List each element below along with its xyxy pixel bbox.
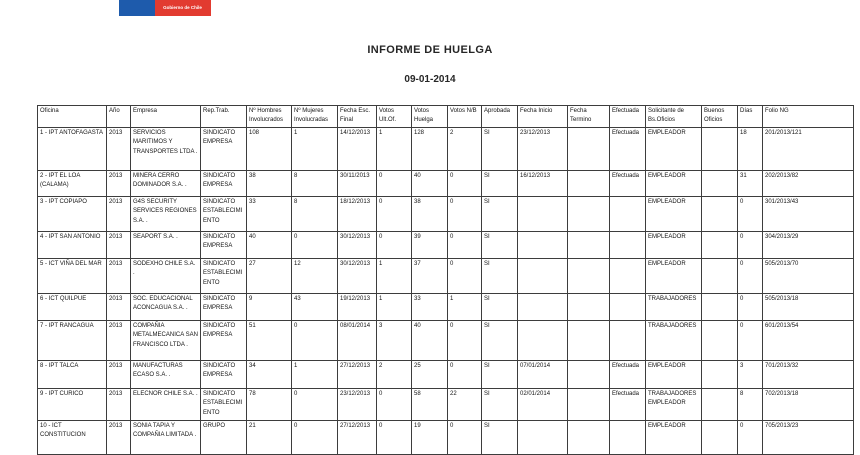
column-header-votos-nb: Votos N/B (448, 106, 482, 128)
cell-aprobada: SI (482, 197, 518, 232)
cell-efectuada: Efectuada (610, 128, 646, 171)
column-header-votos-ult-of: Votos Ult.Of. (377, 106, 412, 128)
table-row (38, 128, 854, 171)
cell-votos-ult-of: 0 (377, 389, 412, 421)
cell-dias: 0 (738, 421, 763, 455)
cell-votos-huelga: 38 (412, 197, 448, 232)
cell-buenos-oficios (702, 294, 738, 321)
cell-hombres-involucrados: 33 (247, 197, 292, 232)
column-header-efectuada: Efectuada (610, 106, 646, 128)
cell-empresa: ELECNOR CHILE S.A. . (131, 389, 201, 421)
cell-solicitante-bs-oficios: EMPLEADOR (646, 361, 702, 389)
cell-fecha-esc-final: 18/12/2013 (338, 197, 377, 232)
cell-votos-huelga: 19 (412, 421, 448, 455)
cell-votos-ult-of: 1 (377, 128, 412, 171)
cell-ano: 2013 (107, 294, 131, 321)
cell-dias: 3 (738, 361, 763, 389)
cell-mujeres-involucradas: 1 (292, 128, 338, 171)
cell-solicitante-bs-oficios: EMPLEADOR (646, 232, 702, 259)
cell-oficina: 4 - IPT SAN ANTONIO (38, 232, 107, 259)
cell-folio-ng: 702/2013/18 (763, 389, 854, 421)
cell-fecha-inicio (518, 321, 568, 361)
cell-votos-huelga: 33 (412, 294, 448, 321)
cell-votos-nb: 0 (448, 171, 482, 197)
cell-fecha-inicio: 02/01/2014 (518, 389, 568, 421)
cell-empresa: SERVICIOS MARITIMOS Y TRANSPORTES LTDA . (131, 128, 201, 171)
cell-oficina: 10 - ICT CONSTITUCION (38, 421, 107, 455)
cell-rep-trab: SINDICATO ESTABLECIMIENTO (201, 259, 247, 294)
cell-folio-ng: 202/2013/82 (763, 171, 854, 197)
cell-solicitante-bs-oficios: EMPLEADOR (646, 128, 702, 171)
cell-buenos-oficios (702, 321, 738, 361)
cell-mujeres-involucradas: 0 (292, 389, 338, 421)
cell-votos-nb: 0 (448, 232, 482, 259)
cell-solicitante-bs-oficios: EMPLEADOR (646, 197, 702, 232)
cell-votos-ult-of: 1 (377, 294, 412, 321)
table-header (38, 106, 854, 128)
cell-hombres-involucrados: 78 (247, 389, 292, 421)
cell-votos-huelga: 25 (412, 361, 448, 389)
cell-aprobada: SI (482, 421, 518, 455)
table-row (38, 259, 854, 294)
cell-fecha-inicio (518, 421, 568, 455)
cell-ano: 2013 (107, 171, 131, 197)
cell-solicitante-bs-oficios: TRABAJADORES (646, 294, 702, 321)
cell-fecha-esc-final: 27/12/2013 (338, 421, 377, 455)
cell-aprobada: SI (482, 232, 518, 259)
cell-votos-nb: 1 (448, 294, 482, 321)
table-row (38, 321, 854, 361)
cell-fecha-esc-final: 30/12/2013 (338, 259, 377, 294)
cell-hombres-involucrados: 27 (247, 259, 292, 294)
cell-fecha-inicio (518, 197, 568, 232)
column-header-aprobada: Aprobada (482, 106, 518, 128)
cell-votos-huelga: 128 (412, 128, 448, 171)
column-header-oficina: Oficina (38, 106, 107, 128)
cell-ano: 2013 (107, 361, 131, 389)
cell-solicitante-bs-oficios: TRABAJADORES EMPLEADOR (646, 389, 702, 421)
cell-votos-ult-of: 0 (377, 171, 412, 197)
cell-votos-huelga: 58 (412, 389, 448, 421)
logo-blue-block (119, 0, 155, 16)
cell-fecha-termino (568, 232, 610, 259)
cell-fecha-esc-final: 14/12/2013 (338, 128, 377, 171)
table-row (38, 232, 854, 259)
cell-dias: 31 (738, 171, 763, 197)
cell-mujeres-involucradas: 43 (292, 294, 338, 321)
cell-rep-trab: SINDICATO EMPRESA (201, 171, 247, 197)
cell-votos-ult-of: 3 (377, 321, 412, 361)
cell-folio-ng: 701/2013/32 (763, 361, 854, 389)
cell-efectuada: Efectuada (610, 389, 646, 421)
cell-efectuada (610, 232, 646, 259)
table-row (38, 361, 854, 389)
cell-mujeres-involucradas: 0 (292, 232, 338, 259)
cell-efectuada (610, 197, 646, 232)
cell-hombres-involucrados: 9 (247, 294, 292, 321)
cell-rep-trab: SINDICATO EMPRESA (201, 321, 247, 361)
cell-fecha-esc-final: 30/11/2013 (338, 171, 377, 197)
cell-fecha-inicio (518, 294, 568, 321)
cell-rep-trab: SINDICATO EMPRESA (201, 232, 247, 259)
report-title: INFORME DE HUELGA (367, 44, 493, 56)
cell-empresa: MINERA CERRO DOMINADOR S.A. . (131, 171, 201, 197)
column-header-votos-huelga: Votos Huelga (412, 106, 448, 128)
cell-efectuada (610, 259, 646, 294)
column-header-fecha-inicio: Fecha Inicio (518, 106, 568, 128)
cell-folio-ng: 705/2013/23 (763, 421, 854, 455)
cell-solicitante-bs-oficios: EMPLEADOR (646, 259, 702, 294)
cell-oficina: 1 - IPT ANTOFAGASTA (38, 128, 107, 171)
cell-efectuada: Efectuada (610, 361, 646, 389)
column-header-solicitante-bs-oficios: Solicitante de Bs.Oficios (646, 106, 702, 128)
cell-fecha-termino (568, 294, 610, 321)
cell-empresa: SEAPORT S.A. . (131, 232, 201, 259)
cell-buenos-oficios (702, 128, 738, 171)
cell-votos-nb: 0 (448, 259, 482, 294)
cell-votos-nb: 0 (448, 321, 482, 361)
cell-solicitante-bs-oficios: TRABAJADORES (646, 321, 702, 361)
cell-dias: 0 (738, 232, 763, 259)
cell-rep-trab: SINDICATO ESTABLECIMIENTO (201, 389, 247, 421)
cell-votos-ult-of: 2 (377, 361, 412, 389)
cell-votos-huelga: 37 (412, 259, 448, 294)
cell-fecha-termino (568, 421, 610, 455)
cell-mujeres-involucradas: 12 (292, 259, 338, 294)
cell-folio-ng: 505/2013/70 (763, 259, 854, 294)
gobierno-de-chile-logo (119, 0, 211, 16)
cell-aprobada: SI (482, 361, 518, 389)
cell-votos-nb: 0 (448, 361, 482, 389)
cell-folio-ng: 304/2013/29 (763, 232, 854, 259)
cell-ano: 2013 (107, 259, 131, 294)
cell-fecha-esc-final: 27/12/2013 (338, 361, 377, 389)
cell-empresa: SODEXHO CHILE S.A. . (131, 259, 201, 294)
column-header-fecha-esc-final: Fecha Esc. Final (338, 106, 377, 128)
cell-empresa: COMPAÑIA METALMECANICA SAN FRANCISCO LTDA . (131, 321, 201, 361)
cell-fecha-termino (568, 389, 610, 421)
cell-rep-trab: SINDICATO EMPRESA (201, 361, 247, 389)
cell-mujeres-involucradas: 1 (292, 361, 338, 389)
cell-votos-ult-of: 0 (377, 421, 412, 455)
cell-fecha-esc-final: 23/12/2013 (338, 389, 377, 421)
cell-buenos-oficios (702, 421, 738, 455)
cell-fecha-termino (568, 171, 610, 197)
cell-votos-huelga: 40 (412, 321, 448, 361)
logo-text: Gobierno de Chile (163, 5, 203, 11)
cell-dias: 0 (738, 259, 763, 294)
logo-red-block (155, 0, 211, 16)
cell-votos-nb: 2 (448, 128, 482, 171)
cell-fecha-termino (568, 197, 610, 232)
cell-aprobada: SI (482, 389, 518, 421)
cell-fecha-termino (568, 128, 610, 171)
cell-votos-nb: 0 (448, 197, 482, 232)
cell-folio-ng: 201/2013/121 (763, 128, 854, 171)
cell-mujeres-involucradas: 0 (292, 421, 338, 455)
cell-oficina: 3 - IPT COPIAPO (38, 197, 107, 232)
cell-hombres-involucrados: 40 (247, 232, 292, 259)
cell-empresa: G4S SECURITY SERVICES REGIONES S.A. . (131, 197, 201, 232)
cell-votos-nb: 0 (448, 421, 482, 455)
cell-fecha-termino (568, 321, 610, 361)
cell-efectuada: Efectuada (610, 171, 646, 197)
cell-buenos-oficios (702, 197, 738, 232)
cell-fecha-inicio (518, 232, 568, 259)
cell-rep-trab: GRUPO (201, 421, 247, 455)
cell-efectuada (610, 321, 646, 361)
cell-dias: 18 (738, 128, 763, 171)
table-row (38, 389, 854, 421)
cell-fecha-esc-final: 30/12/2013 (338, 232, 377, 259)
cell-buenos-oficios (702, 259, 738, 294)
cell-oficina: 8 - IPT TALCA (38, 361, 107, 389)
cell-oficina: 9 - IPT CURICO (38, 389, 107, 421)
column-header-hombres-involucrados: Nº Hombres Involucrados (247, 106, 292, 128)
cell-ano: 2013 (107, 197, 131, 232)
column-header-folio-ng: Folio NG (763, 106, 854, 128)
cell-buenos-oficios (702, 232, 738, 259)
cell-solicitante-bs-oficios: EMPLEADOR (646, 421, 702, 455)
column-header-fecha-termino: Fecha Termino (568, 106, 610, 128)
cell-fecha-inicio: 16/12/2013 (518, 171, 568, 197)
cell-dias: 0 (738, 321, 763, 361)
cell-mujeres-involucradas: 8 (292, 171, 338, 197)
cell-aprobada: SI (482, 259, 518, 294)
cell-votos-huelga: 39 (412, 232, 448, 259)
column-header-dias: Días (738, 106, 763, 128)
cell-aprobada: SI (482, 128, 518, 171)
column-header-mujeres-involucradas: Nº Mujeres Involucradas (292, 106, 338, 128)
cell-rep-trab: SINDICATO EMPRESA (201, 128, 247, 171)
cell-dias: 8 (738, 389, 763, 421)
column-header-empresa: Empresa (131, 106, 201, 128)
cell-votos-ult-of: 0 (377, 197, 412, 232)
cell-ano: 2013 (107, 128, 131, 171)
cell-empresa: SOC. EDUCACIONAL ACONCAGUA S.A. . (131, 294, 201, 321)
cell-oficina: 6 - ICT QUILPUE (38, 294, 107, 321)
cell-aprobada: SI (482, 321, 518, 361)
cell-aprobada: SI (482, 294, 518, 321)
cell-buenos-oficios (702, 361, 738, 389)
cell-rep-trab: SINDICATO ESTABLECIMIENTO (201, 197, 247, 232)
cell-solicitante-bs-oficios: EMPLEADOR (646, 171, 702, 197)
cell-votos-ult-of: 1 (377, 259, 412, 294)
cell-ano: 2013 (107, 321, 131, 361)
cell-ano: 2013 (107, 389, 131, 421)
table-row (38, 421, 854, 455)
cell-empresa: MANUFACTURAS ECASO S.A. . (131, 361, 201, 389)
column-header-buenos-oficios: Buenos Oficios (702, 106, 738, 128)
cell-efectuada (610, 294, 646, 321)
cell-hombres-involucrados: 38 (247, 171, 292, 197)
table-body (38, 128, 854, 455)
table-row (38, 197, 854, 232)
cell-folio-ng: 505/2013/18 (763, 294, 854, 321)
cell-oficina: 2 - IPT EL LOA (CALAMA) (38, 171, 107, 197)
cell-mujeres-involucradas: 8 (292, 197, 338, 232)
cell-dias: 0 (738, 294, 763, 321)
cell-votos-huelga: 40 (412, 171, 448, 197)
cell-fecha-inicio (518, 259, 568, 294)
cell-mujeres-involucradas: 0 (292, 321, 338, 361)
cell-fecha-esc-final: 19/12/2013 (338, 294, 377, 321)
cell-folio-ng: 301/2013/43 (763, 197, 854, 232)
cell-hombres-involucrados: 108 (247, 128, 292, 171)
cell-rep-trab: SINDICATO EMPRESA (201, 294, 247, 321)
cell-votos-nb: 22 (448, 389, 482, 421)
cell-fecha-inicio: 07/01/2014 (518, 361, 568, 389)
cell-votos-ult-of: 0 (377, 232, 412, 259)
report-date: 09-01-2014 (404, 74, 456, 85)
cell-fecha-esc-final: 08/01/2014 (338, 321, 377, 361)
cell-hombres-involucrados: 51 (247, 321, 292, 361)
cell-dias: 0 (738, 197, 763, 232)
cell-buenos-oficios (702, 389, 738, 421)
column-header-ano: Año (107, 106, 131, 128)
cell-ano: 2013 (107, 421, 131, 455)
header-row (38, 106, 854, 128)
cell-fecha-termino (568, 259, 610, 294)
cell-aprobada: SI (482, 171, 518, 197)
table-row (38, 294, 854, 321)
table-row (38, 171, 854, 197)
cell-buenos-oficios (702, 171, 738, 197)
cell-folio-ng: 601/2013/54 (763, 321, 854, 361)
cell-hombres-involucrados: 21 (247, 421, 292, 455)
cell-efectuada (610, 421, 646, 455)
cell-fecha-termino (568, 361, 610, 389)
cell-oficina: 5 - ICT VIÑA DEL MAR (38, 259, 107, 294)
cell-ano: 2013 (107, 232, 131, 259)
cell-hombres-involucrados: 34 (247, 361, 292, 389)
cell-oficina: 7 - IPT RANCAGUA (38, 321, 107, 361)
huelga-table (37, 105, 854, 455)
cell-fecha-inicio: 23/12/2013 (518, 128, 568, 171)
cell-empresa: SONIA TAPIA Y COMPAÑIA LIMITADA . (131, 421, 201, 455)
column-header-rep-trab: Rep.Trab. (201, 106, 247, 128)
